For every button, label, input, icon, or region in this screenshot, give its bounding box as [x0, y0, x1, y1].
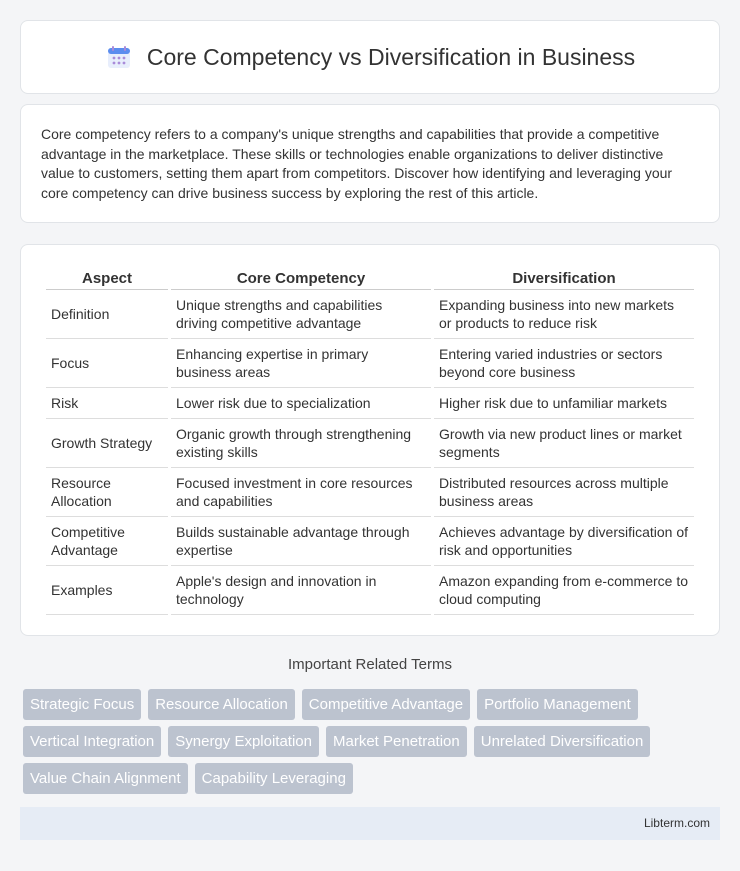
title-card — [20, 20, 720, 94]
tag-capability-leveraging[interactable]: Capability Leveraging — [195, 763, 353, 794]
header-core-competency: Core Competency — [171, 265, 431, 290]
table-row — [46, 566, 694, 615]
table-row — [46, 517, 694, 566]
tag-strategic-focus[interactable]: Strategic Focus — [23, 689, 141, 720]
cell-aspect: Examples — [46, 566, 168, 615]
page-title: Core Competency vs Diversification in Business — [146, 43, 636, 70]
cell-diversification: Entering varied industries or sectors beyond core business — [434, 339, 694, 388]
cell-core: Unique strengths and capabilities driving competitive advantage — [171, 290, 431, 339]
cell-core: Apple's design and innovation in technology — [171, 566, 431, 615]
related-terms-heading: Important Related Terms — [288, 656, 452, 673]
cell-aspect: Definition — [46, 290, 168, 339]
cell-core: Lower risk due to specialization — [171, 388, 431, 419]
cell-core: Enhancing expertise in primary business areas — [171, 339, 431, 388]
intro-text: Core competency refers to a company's unique strengths and capabilities that provide a competitive advantage in the marketplace. These skills or technologies enable organizations to deliver distinctive value to customers, setting them apart from competitors. Discover how identifying and leveraging your core competency can drive business success by exploring the rest of this article. — [41, 126, 673, 201]
tag-competitive-advantage[interactable]: Competitive Advantage — [302, 689, 470, 720]
cell-aspect: Focus — [46, 339, 168, 388]
comparison-table — [43, 265, 697, 615]
intro-card — [20, 104, 720, 223]
comparison-card — [20, 244, 720, 636]
cell-aspect: Resource Allocation — [46, 468, 168, 517]
cell-aspect: Risk — [46, 388, 168, 419]
tag-row — [23, 726, 723, 757]
tag-row — [23, 763, 723, 794]
tag-row — [23, 689, 723, 720]
cell-diversification: Distributed resources across multiple business areas — [434, 468, 694, 517]
cell-core: Organic growth through strengthening existing skills — [171, 419, 431, 468]
calendar-icon — [105, 43, 133, 71]
cell-core: Focused investment in core resources and capabilities — [171, 468, 431, 517]
cell-core: Builds sustainable advantage through expertise — [171, 517, 431, 566]
cell-aspect: Growth Strategy — [46, 419, 168, 468]
table-row — [46, 339, 694, 388]
cell-diversification: Expanding business into new markets or products to reduce risk — [434, 290, 694, 339]
cell-diversification: Growth via new product lines or market segments — [434, 419, 694, 468]
related-terms-list — [23, 689, 723, 800]
header-diversification: Diversification — [434, 265, 694, 290]
tag-unrelated-diversification[interactable]: Unrelated Diversification — [474, 726, 651, 757]
footer — [20, 807, 720, 840]
tag-value-chain-alignment[interactable]: Value Chain Alignment — [23, 763, 188, 794]
table-row — [46, 419, 694, 468]
cell-diversification: Amazon expanding from e-commerce to cloud computing — [434, 566, 694, 615]
cell-aspect: Competitive Advantage — [46, 517, 168, 566]
tag-market-penetration[interactable]: Market Penetration — [326, 726, 467, 757]
tag-vertical-integration[interactable]: Vertical Integration — [23, 726, 161, 757]
tag-resource-allocation[interactable]: Resource Allocation — [148, 689, 295, 720]
table-header-row — [46, 265, 694, 290]
table-row — [46, 290, 694, 339]
footer-site-link[interactable]: Libterm.com — [643, 816, 710, 830]
tag-synergy-exploitation[interactable]: Synergy Exploitation — [168, 726, 319, 757]
table-row — [46, 388, 694, 419]
table-row — [46, 468, 694, 517]
cell-diversification: Achieves advantage by diversification of risk and opportunities — [434, 517, 694, 566]
tag-portfolio-management[interactable]: Portfolio Management — [477, 689, 638, 720]
header-aspect: Aspect — [46, 265, 168, 290]
cell-diversification: Higher risk due to unfamiliar markets — [434, 388, 694, 419]
